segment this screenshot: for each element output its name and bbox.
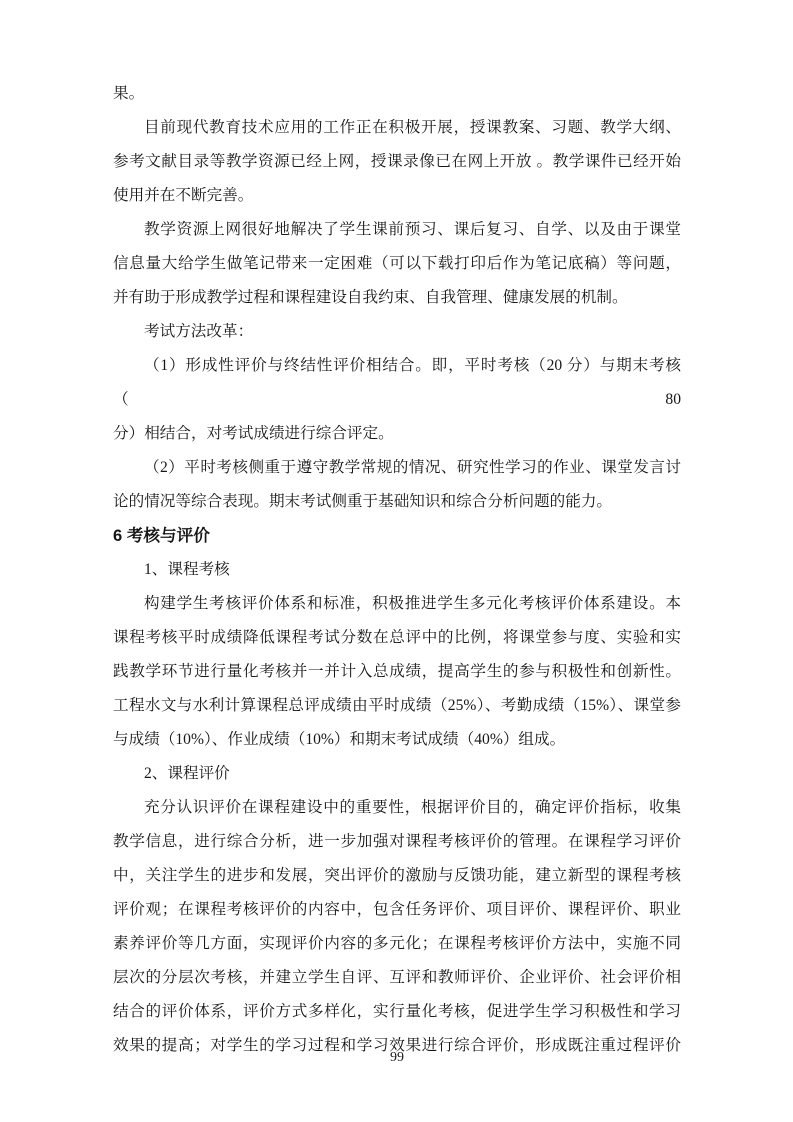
text-line: 构建学生考核评价体系和标准，积极推进学生多元化考核评价体系建设。本 xyxy=(144,595,681,612)
text-line: 使用并在不断完善。 xyxy=(113,187,254,204)
text-line: 目前现代教育技术应用的工作正在积极开展，授课教案、习题、教学大纲、 xyxy=(144,119,681,136)
text-line: 践教学环节进行量化考核并一并计入总成绩，提高学生的参与积极性和创新性。 xyxy=(113,663,681,680)
text-line: 教学信息，进行综合分析，进一步加强对课程考核评价的管理。在课程学习评价 xyxy=(113,833,681,850)
text-line: 评价观；在课程考核评价的内容中，包含任务评价、项目评价、课程评价、职业 xyxy=(113,901,681,918)
text-line: 与成绩（10%）、作业成绩（10%）和期末考试成绩（40%）组成。 xyxy=(113,731,566,748)
text-line: 中，关注学生的进步和发展，突出评价的激励与反馈功能，建立新型的课程考核 xyxy=(113,867,681,884)
text-line: 效果的提高；对学生的学习过程和学习效果进行综合评价，形成既注重过程评价 xyxy=(113,1037,681,1054)
text-line: 素养评价等几方面，实现评价内容的多元化；在课程考核评价方法中，实施不同 xyxy=(113,935,681,952)
text-line: （1）形成性评价与终结性评价相结合。即，平时考核（20 分）与期末考核（80 xyxy=(113,357,681,408)
text-line: 果。 xyxy=(113,85,145,102)
text-line: 课程考核平时成绩降低课程考试分数在总评中的比例，将课堂参与度、实验和实 xyxy=(113,629,681,646)
text-line: 并有助于形成教学过程和课程建设自我约束、自我管理、健康发展的机制。 xyxy=(113,289,628,306)
text-line: 参考文献目录等教学资源已经上网，授课录像已在网上开放 。教学课件已经开始 xyxy=(113,153,681,170)
text-line: 2、课程评价 xyxy=(144,765,230,782)
text-line: 结合的评价体系，评价方式多样化，实行量化考核，促进学生学习积极性和学习 xyxy=(113,1003,681,1020)
text-line: 信息量大给学生做笔记带来一定困难（可以下载打印后作为笔记底稿）等问题， xyxy=(113,255,681,272)
text-line: 教学资源上网很好地解决了学生课前预习、课后复习、自学、以及由于课堂 xyxy=(144,221,681,238)
text-line: 论的情况等综合表现。期末考试侧重于基础知识和综合分析问题的能力。 xyxy=(113,493,613,510)
section-heading: 6 考核与评价 xyxy=(113,526,210,545)
document-body xyxy=(113,77,681,1063)
text-line: 考试方法改革： xyxy=(144,323,254,340)
page-number: 99 xyxy=(390,1050,404,1065)
text-line: （2）平时考核侧重于遵守教学常规的情况、研究性学习的作业、课堂发言讨 xyxy=(144,459,681,476)
text-line: 充分认识评价在课程建设中的重要性，根据评价目的，确定评价指标，收集 xyxy=(144,799,681,816)
text-line: 层次的分层次考核，并建立学生自评、互评和教师评价、企业评价、社会评价相 xyxy=(113,969,681,986)
text-line: 分）相结合，对考试成绩进行综合评定。 xyxy=(113,425,394,442)
text-line: 1、课程考核 xyxy=(144,561,230,578)
text-line: 工程水文与水利计算课程总评成绩由平时成绩（25%）、考勤成绩（15%）、课堂参 xyxy=(113,697,681,714)
